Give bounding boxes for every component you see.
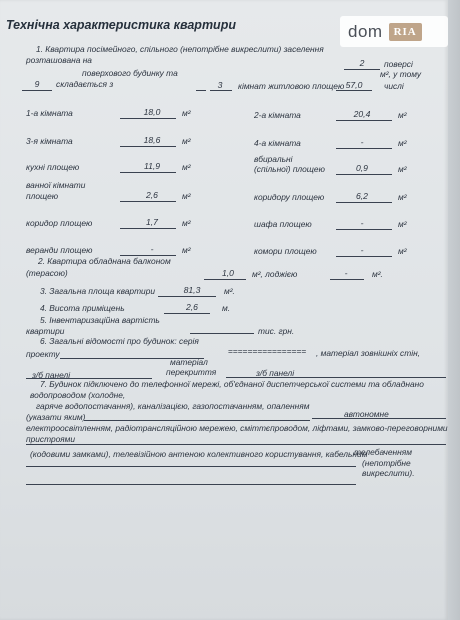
storage-label: комори площею (254, 246, 317, 256)
wardrobe-label: шафа площею (254, 219, 312, 229)
corridor1-label: коридору площею (254, 192, 325, 202)
storage-underline (336, 256, 392, 257)
p7-line4a: (указати яким) (26, 412, 86, 422)
room1-value: 18,0 (143, 107, 161, 117)
kitchen-underline (120, 172, 176, 173)
corridor2-label: коридор площею (26, 218, 93, 228)
page-title: Технічна характеристика квартири (6, 18, 236, 32)
room1-unit: м² (182, 108, 191, 118)
corridor1-value: 6,2 (356, 191, 368, 201)
p1-line3-right: м², у тому (380, 69, 422, 79)
kitchen-label: кухні площею (26, 162, 80, 172)
storage-value: - (360, 245, 364, 255)
p7-line5: електроосвітленням, радіотрансляційною мережею, сміттєпроводом, ліфтами, замково-переговорними (26, 423, 448, 433)
room4-underline (336, 148, 392, 149)
p6-line2a: проекту (26, 349, 60, 359)
wc-value: 0,9 (356, 163, 368, 173)
p1-line4c: числі (384, 81, 404, 91)
p3-unit: м². (224, 286, 235, 296)
floors-value: 9 (34, 79, 40, 89)
floor-unit: поверсі (384, 59, 413, 69)
corridor2-unit: м² (182, 218, 191, 228)
living-area-underline (336, 90, 372, 91)
watermark-logo (340, 16, 448, 47)
floor-material-underline (226, 377, 446, 378)
total-area-value: 81,3 (183, 285, 201, 295)
veranda-label: веранди площею (26, 245, 93, 255)
room4-value: - (360, 137, 364, 147)
wc-label-2: (спільної) площею (254, 164, 325, 174)
room1-label: 1-а кімната (26, 108, 73, 118)
room1-underline (120, 118, 176, 119)
veranda-unit: м² (182, 245, 191, 255)
p1-line4b: кімнат житловою площею (238, 81, 345, 91)
heating-type-underline (312, 418, 446, 419)
height-value: 2,6 (186, 302, 198, 312)
kitchen-unit: м² (182, 162, 191, 172)
p5-unit: тис. грн. (258, 326, 295, 336)
total-area-underline (158, 296, 216, 297)
p7-line8: (непотрібне (362, 458, 411, 468)
corridor2-value: 1,7 (146, 217, 158, 227)
wall-material: з/б панелі (32, 370, 71, 380)
wc-underline (336, 174, 392, 175)
balcony-underline (204, 279, 246, 280)
wardrobe-underline (336, 229, 392, 230)
kitchen-value: 11,9 (143, 161, 161, 171)
p1-line3: поверхового будинку та (82, 68, 178, 78)
floor-value: 2 (359, 58, 365, 68)
p7-line7a: (кодовими замками), телевізійною антеною колективного користування, кабельним (30, 449, 368, 459)
p6-line1: 6. Загальні відомості про будинок: серія (40, 336, 199, 346)
bath-unit: м² (182, 191, 191, 201)
p2-unit: м². (372, 269, 383, 279)
p1-line4a: складається з (56, 79, 114, 89)
p7-line6: пристроями (26, 434, 75, 444)
living-area-value: 57,0 (345, 80, 363, 90)
room3-unit: м² (182, 136, 191, 146)
p7-line1: 7. Будинок підключено до телефонної мережі, об'єднаної диспетчерської системи та обладнано (40, 379, 424, 389)
room2-value: 20,4 (353, 109, 371, 119)
p4-label: 4. Висота приміщень (40, 303, 125, 313)
bath-value: 2,6 (146, 190, 158, 200)
room2-unit: м² (398, 110, 407, 120)
storage-unit: м² (398, 246, 407, 256)
p7-line7b: телебаченням (354, 447, 412, 457)
material-label-2: перекриття (166, 367, 217, 377)
material-label-1: матеріал (170, 357, 208, 367)
wardrobe-value: - (360, 218, 364, 228)
floors-underline (22, 90, 52, 91)
room3-label: 3-я кімната (26, 136, 73, 146)
wc-unit: м² (398, 164, 407, 174)
bath-label-2: площею (26, 191, 59, 201)
rooms-value: 3 (217, 80, 223, 90)
p1-line2: розташована на (26, 55, 92, 65)
p5-line1: 5. Інвентаризаційна вартість (40, 315, 160, 325)
heating-underline (84, 420, 310, 421)
loggia-underline (330, 279, 364, 280)
loggia-value: - (344, 268, 348, 278)
p2-line1: 2. Квартира обладнана балконом (38, 256, 171, 266)
watermark-badge: RIA (389, 23, 422, 41)
bath-label-1: ванної кімнати (26, 180, 86, 190)
bath-underline (120, 201, 176, 202)
room4-label: 4-а кімната (254, 138, 301, 148)
p2-line2a: (терасою) (26, 268, 68, 278)
wc-label-1: вбиральні (254, 154, 293, 164)
balcony-value: 1,0 (222, 268, 234, 278)
wardrobe-unit: м² (398, 219, 407, 229)
p7-line9: викреслити). (362, 468, 415, 478)
rooms-underline-lead (196, 90, 206, 91)
p2-line2b: м², лоджією (252, 269, 298, 279)
corridor1-underline (336, 202, 392, 203)
p4-unit: м. (222, 303, 231, 313)
p3-label: 3. Загальна площа квартири (40, 286, 156, 296)
devices-underline (26, 444, 446, 445)
watermark-brand: dom (348, 21, 383, 41)
p7-line2: водопроводом (холодне, (30, 390, 126, 400)
extra-underline (26, 484, 356, 485)
room3-value: 18,6 (143, 135, 161, 145)
cable-underline (26, 466, 356, 467)
rooms-underline (210, 90, 232, 91)
p7-line3: гаряче водопостачання), каналізацією, газопостачанням, опаленням (36, 401, 310, 411)
p1-line1: 1. Квартира посімейного, спільного (непотрібне викреслити) заселення (36, 44, 324, 54)
room4-unit: м² (398, 138, 407, 148)
room3-underline (120, 146, 176, 147)
floor-underline (344, 69, 380, 70)
p5-line2: квартири (26, 326, 65, 336)
p6-line2b: , матеріал зовнішніх стін, (316, 348, 421, 358)
room2-label: 2-а кімната (254, 110, 301, 120)
floor-material: з/б панелі (256, 368, 295, 378)
page-edge (448, 0, 460, 620)
height-underline (164, 313, 210, 314)
veranda-value: - (150, 244, 154, 254)
p7-line4b: автономне (344, 409, 389, 419)
corridor2-underline (120, 228, 176, 229)
inventory-value-underline (190, 333, 254, 334)
corridor1-unit: м² (398, 192, 407, 202)
series-dashes: ================ (228, 346, 307, 356)
room2-underline (336, 120, 392, 121)
